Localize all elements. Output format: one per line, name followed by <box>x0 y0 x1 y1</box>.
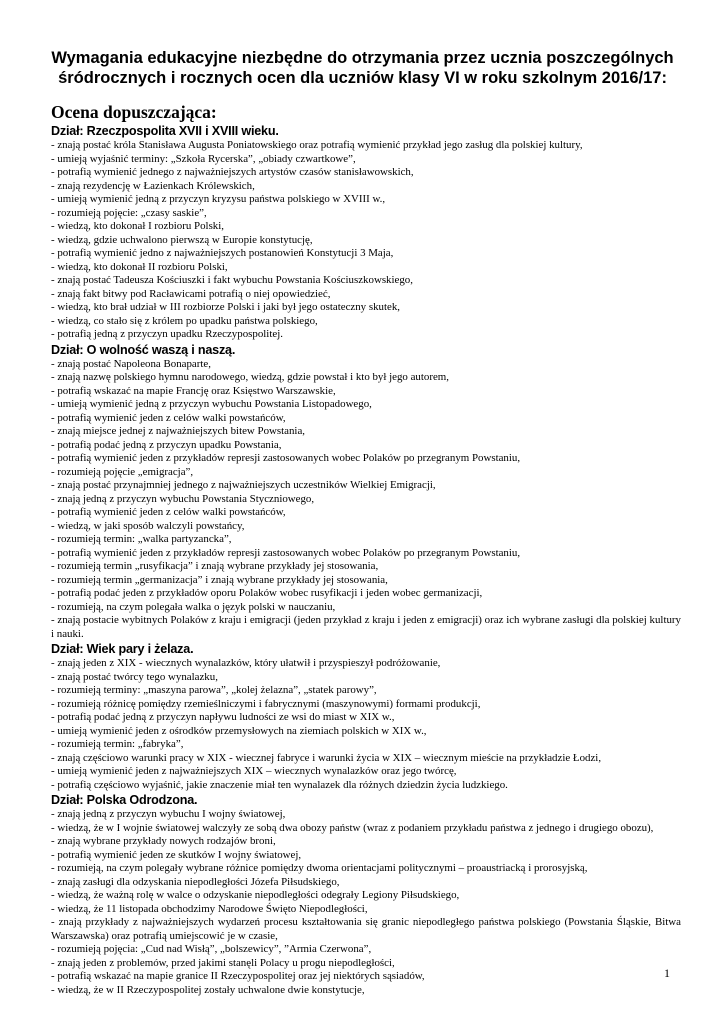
requirement-item: - umieją wymienić jedną z przyczyn wybuchu Powstania Listopadowego, <box>51 398 372 410</box>
requirement-item: - rozumieją termin „rusyfikacja” i znają wybrane przykłady jej stosowania, <box>51 560 379 572</box>
page-number: 1 <box>664 966 670 980</box>
section <box>51 641 681 792</box>
requirements-content <box>51 123 681 997</box>
section-title: Dział: Polska Odrodzona. <box>51 793 198 807</box>
section-title: Dział: O wolność waszą i naszą. <box>51 342 236 357</box>
section <box>51 342 681 642</box>
requirement-item: - potrafią podać jeden z przykładów oporu Polaków wobec rusyfikacji i jeden wobec germanizacji, <box>51 587 483 599</box>
requirement-item: - znają postacie wybitnych Polaków z kraju i emigracji (jeden przykład z kraju i jeden z emigracji) oraz ich wybrane zasługi dla polskiej kultury i nauki. <box>51 614 681 640</box>
requirement-item: - znają nazwę polskiego hymnu narodowego, wiedzą, gdzie powstał i kto był jego autorem, <box>51 371 449 383</box>
requirement-item: - znają postać przynajmniej jednego z najważniejszych uczestników Wielkiej Emigracji, <box>51 479 436 491</box>
requirement-list <box>51 139 681 342</box>
requirement-item: - potrafią wymienić jeden z przykładów represji zastosowanych wobec Polaków po przegranym Powstaniu, <box>51 452 521 464</box>
requirement-item: - wiedzą, kto brał udział w III rozbiorze Polski i jaki był jego ostateczny skutek, <box>51 301 401 313</box>
requirement-item: - znają fakt bitwy pod Racławicami potrafią o niej opowiedzieć, <box>51 287 331 300</box>
section-title: Dział: Rzeczpospolita XVII i XVIII wieku. <box>51 124 279 138</box>
requirement-item: - wiedzą, gdzie uchwalono pierwszą w Europie konstytucję, <box>51 233 313 246</box>
requirement-item: - potrafią podać jedną z przyczyn upadku Powstania, <box>51 438 282 451</box>
requirement-item: - wiedzą, co stało się z królem po upadku państwa polskiego, <box>51 314 318 327</box>
requirement-item: - potrafią wymienić jednego z najważniejszych artystów czasów stanisławowskich, <box>51 166 414 178</box>
requirement-item: - potrafią wymienić jeden ze skutków I wojny światowej, <box>51 848 302 861</box>
requirement-item: - rozumieją, na czym polegały wybrane różnice pomiędzy dwoma orientacjami politycznymi – proaustriacką i prorosyjską, <box>51 862 588 874</box>
requirement-item: - wiedzą, kto dokonał I rozbioru Polski, <box>51 220 225 232</box>
requirement-item: - potrafią wskazać na mapie granice II Rzeczypospolitej oraz jej niektórych sąsiadów, <box>51 970 425 982</box>
section-title: Dział: Wiek pary i żelaza. <box>51 642 194 656</box>
requirement-item: - rozumieją termin „germanizacja” i znają wybrane przykłady jej stosowania, <box>51 573 388 586</box>
requirement-item: - potrafią podać jedną z przyczyn napływu ludności ze wsi do miast w XIX w., <box>51 711 395 723</box>
requirement-item: - rozumieją terminy: „maszyna parowa”, „kolej żelazna”, „statek parowy”, <box>51 684 377 696</box>
requirement-item: - wiedzą, że 11 listopada obchodzimy Narodowe Święto Niepodległości, <box>51 902 368 915</box>
requirement-item: - znają jedną z przyczyn wybuchu I wojny światowej, <box>51 808 286 820</box>
requirement-item: - znają postać twórcy tego wynalazku, <box>51 670 218 683</box>
requirement-item: - znają częściowo warunki pracy w XIX - wiecznej fabryce i warunki życia w XIX – wiecznym mieście na przykładzie Łodzi, <box>51 751 602 764</box>
requirement-item: - wiedzą, że ważną rolę w walce o odzyskanie niepodległości odegrały Legiony Piłsudskiego, <box>51 889 460 901</box>
requirement-item: - rozumieją różnicę pomiędzy rzemieślniczymi i fabrycznymi (maszynowymi) formami produkcji, <box>51 697 481 710</box>
title-line-2: śródrocznych i rocznych ocen dla uczniów klasy VI w roku szkolnym 2016/17: <box>58 69 667 87</box>
document-title <box>40 48 685 88</box>
requirement-item: - potrafią wymienić jeden z celów walki powstańców, <box>51 411 286 424</box>
grade-heading: Ocena dopuszczająca: <box>51 102 217 122</box>
requirement-item: - znają postać Tadeusza Kościuszki i fakt wybuchu Powstania Kościuszkowskiego, <box>51 274 413 286</box>
requirement-item: - znają zasługi dla odzyskania niepodległości Józefa Piłsudskiego, <box>51 875 340 888</box>
requirement-item: - znają jeden z problemów, przed jakimi stanęli Polacy u progu niepodległości, <box>51 956 395 969</box>
requirement-item: - potrafią wymienić jedno z najważniejszych postanowień Konstytucji 3 Maja, <box>51 247 394 259</box>
requirement-item: - rozumieją termin: „walka partyzancka”, <box>51 533 232 545</box>
requirement-list <box>51 657 681 792</box>
title-line-1: Wymagania edukacyjne niezbędne do otrzymania przez ucznia poszczególnych <box>51 49 674 67</box>
requirement-item: - potrafią jedną z przyczyn upadku Rzeczypospolitej. <box>51 328 283 340</box>
requirement-item: - znają jeden z XIX - wiecznych wynalazków, który ułatwił i przyspieszył podróżowanie, <box>51 657 441 669</box>
requirement-item: - znają przykłady z najważniejszych wydarzeń procesu kształtowania się granic niepodległego państwa polskiego (Powstania Śląskie, Bitwa Warszawska) oraz potrafią umiejscowić je w czasie, <box>51 916 681 942</box>
requirement-item: - znają postać Napoleona Bonaparte, <box>51 357 211 370</box>
requirement-item: - umieją wymienić jeden z najważniejszych XIX – wiecznych wynalazków oraz jego twórcę, <box>51 765 457 777</box>
requirement-item: - wiedzą, że w I wojnie światowej walczyły ze sobą dwa obozy państw (wraz z podaniem przykładu państwa z jednego i drugiego obozu), <box>51 821 654 834</box>
requirement-item: - umieją wyjaśnić terminy: „Szkoła Rycerska”, „obiady czwartkowe”, <box>51 152 356 165</box>
requirement-item: - potrafią wymienić jeden z przykładów represji zastosowanych wobec Polaków po przegranym Powstaniu, <box>51 546 521 559</box>
requirement-list <box>51 358 681 642</box>
requirement-item: - rozumieją pojęcie: „czasy saskie”, <box>51 206 207 219</box>
requirement-list <box>51 808 681 997</box>
requirement-item: - potrafią częściowo wyjaśnić, jakie znaczenie miał ten wynalazek dla różnych dziedzin życia ludzkiego. <box>51 778 508 791</box>
requirement-item: - rozumieją pojęcie „emigracja”, <box>51 465 194 478</box>
requirement-item: - znają rezydencję w Łazienkach Królewskich, <box>51 179 255 192</box>
requirement-item: - potrafią wymienić jeden z celów walki powstańców, <box>51 506 286 518</box>
requirement-item: - wiedzą, że w II Rzeczypospolitej zostały uchwalone dwie konstytucje, <box>51 983 365 996</box>
requirement-item: - rozumieją termin: „fabryka”, <box>51 738 184 750</box>
requirement-item: - umieją wymienić jeden z ośrodków przemysłowych na ziemiach polskich w XIX w., <box>51 724 427 737</box>
requirement-item: - wiedzą, kto dokonał II rozbioru Polski, <box>51 260 228 273</box>
section <box>51 792 681 997</box>
requirement-item: - rozumieją, na czym polegała walka o język polski w nauczaniu, <box>51 600 336 613</box>
requirement-item: - wiedzą, w jaki sposób walczyli powstańcy, <box>51 519 245 532</box>
requirement-item: - znają postać króla Stanisława Augusta Poniatowskiego oraz potrafią wymienić przykład jego zasług dla polskiej kultury, <box>51 139 583 151</box>
requirement-item: - znają miejsce jednej z najważniejszych bitew Powstania, <box>51 425 306 437</box>
requirement-item: - znają wybrane przykłady nowych rodzajów broni, <box>51 835 276 847</box>
requirement-item: - rozumieją pojęcia: „Cud nad Wisłą”, „bolszewicy”, ”Armia Czerwona”, <box>51 943 372 955</box>
section <box>51 123 681 342</box>
requirement-item: - potrafią wskazać na mapie Francję oraz Księstwo Warszawskie, <box>51 384 336 397</box>
requirement-item: - umieją wymienić jedną z przyczyn kryzysu państwa polskiego w XVIII w., <box>51 193 386 205</box>
requirement-item: - znają jedną z przyczyn wybuchu Powstania Styczniowego, <box>51 492 315 505</box>
